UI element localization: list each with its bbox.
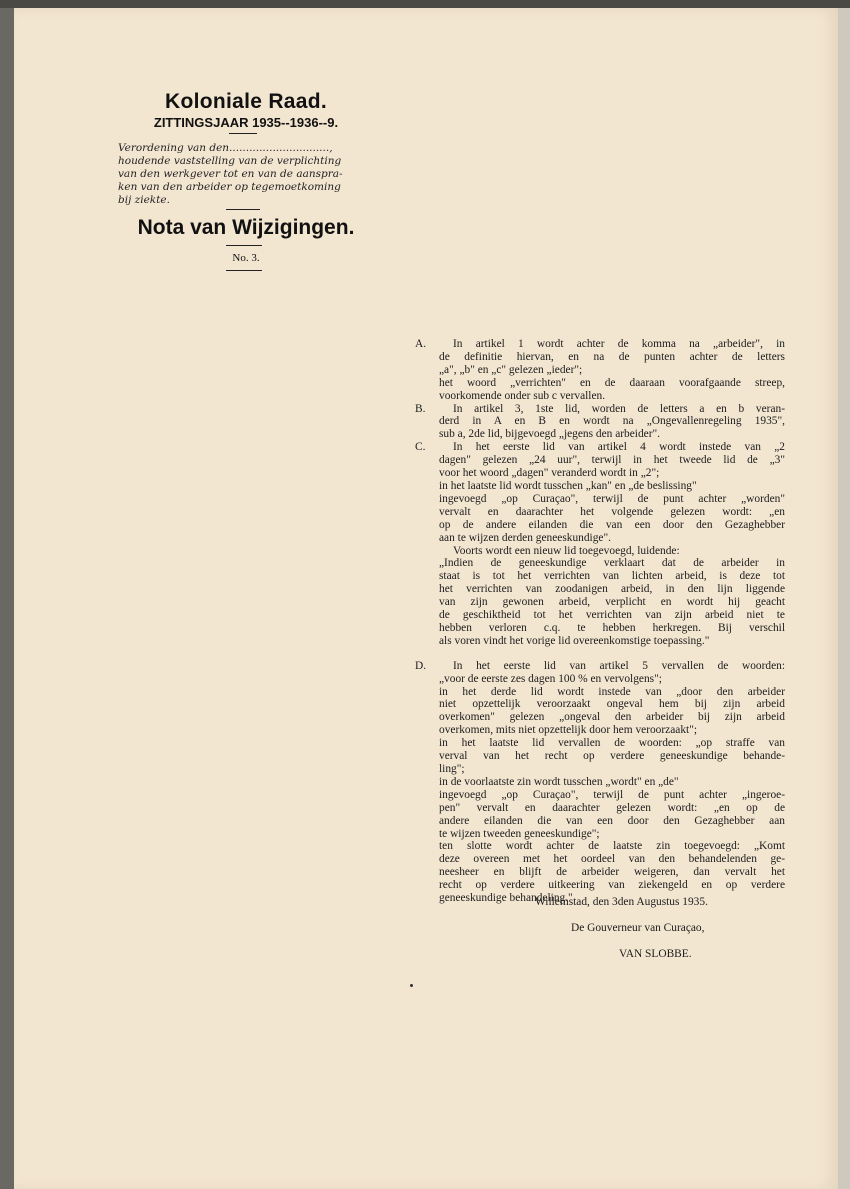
text-line: andere eilanden die van een door den Gezaghebber aan (439, 814, 785, 827)
text-line: In het eerste lid van artikel 4 wordt instede van „2 (453, 441, 785, 454)
amendment-section (415, 338, 785, 403)
description-line: houdende vaststelling van de verplichting (118, 155, 342, 167)
text-line: geneeskundige behandeling." (439, 892, 573, 905)
document-number: No. 3. (232, 252, 260, 264)
section-letter: D. (415, 659, 427, 672)
text-line: „a", „b" en „c" gelezen „ieder"; (439, 363, 583, 376)
description-line: ken van den arbeider op tegemoetkoming (118, 181, 341, 193)
header-divider (229, 133, 257, 134)
ink-speck (410, 984, 413, 987)
text-line: aan te wijzen derden geneeskundige". (439, 531, 611, 544)
section-letter: B. (415, 402, 426, 415)
title-divider (226, 209, 260, 210)
section-gap (415, 648, 785, 660)
text-line: het woord „verrichten" en de daaraan voorafgaande streep, (439, 376, 785, 389)
text-line: in het laatste lid wordt tusschen „kan" en „de beslissing" (439, 479, 697, 492)
section-letter: C. (415, 441, 426, 454)
amendment-section (415, 403, 785, 442)
text-line: te wijzen tweeden geneeskundige"; (439, 827, 600, 840)
text-line: „Indien de geneeskundige verklaart dat de arbeider in (439, 557, 785, 570)
text-line: deze overeen met het oordeel van den behandelenden ge- (439, 853, 785, 866)
text-line: Voorts wordt een nieuw lid toegevoegd, luidende: (453, 544, 680, 557)
text-line: ten slotte wordt achter de laatste zin toegevoegd: „Komt (439, 840, 785, 853)
text-line: in het derde lid wordt instede van „door den arbeider (439, 685, 785, 698)
text-line: als voren vindt het vorige lid overeenkomstige toepassing." (439, 634, 710, 647)
council-title: Koloniale Raad. (164, 90, 328, 113)
text-line: derd in A en B en wordt na „Ongevallenregeling 1935", (439, 415, 785, 428)
text-line: het verrichten van zoodanigen arbeid, in den lijn liggende (439, 583, 785, 596)
text-line: In artikel 1 wordt achter de komma na „arbeider", in (453, 338, 785, 350)
session-year: ZITTINGSJAAR 1935--1936--9. (153, 115, 339, 130)
number-divider-bottom (226, 270, 262, 271)
signatory-title: De Gouverneur van Curaçao, (571, 922, 705, 934)
scan-top-edge (0, 0, 850, 8)
text-line: In artikel 3, 1ste lid, worden de letters a en b veran- (453, 402, 785, 415)
text-line: in de voorlaatste zin wordt tusschen „wordt" en „de" (439, 775, 679, 788)
scan-right-edge (838, 8, 850, 1189)
text-line: „voor de eerste zes dagen 100 % en vervolgens"; (439, 672, 662, 685)
amendment-section (415, 441, 785, 648)
text-line: op de andere eilanden die van een door den Gezaghebber (439, 518, 785, 531)
amendment-section (415, 660, 785, 905)
text-line: in het laatste lid vervallen de woorden: „op straffe van (439, 737, 785, 750)
text-line: voorkomende onder sub c vervallen. (439, 389, 606, 402)
text-line: overkomen, mits niet opzettelijk door hem veroorzaakt"; (439, 724, 698, 737)
signatory-name: VAN SLOBBE. (619, 948, 692, 960)
text-line: recht op verdere uitkeering van ziekengeld en op verdere (439, 879, 785, 892)
text-line: pen" vervalt en daarachter gelezen wordt: „en op de (439, 801, 785, 814)
place-date: Willemstad, den 3den Augustus 1935. (535, 896, 708, 908)
description-line: bij ziekte. (118, 194, 170, 206)
text-line: voor het woord „dagen" veranderd wordt in „2"; (439, 467, 660, 480)
description-line: Verordening van den.............................., (118, 142, 333, 154)
text-line: de definitie hiervan, en na de punten achter de letters (439, 350, 785, 363)
section-letter: A. (415, 338, 427, 350)
text-line: In het eerste lid van artikel 5 vervallen de woorden: (453, 659, 785, 672)
text-line: staat is tot het verrichten van lichten arbeid, is deze tot (439, 570, 785, 583)
text-line: neesheer en blijft de arbeider weigeren, dan vervalt het (439, 866, 785, 879)
text-line: overkomen" gelezen „ongeval den arbeider bij zijn arbeid (439, 711, 785, 724)
text-line: ingevoegd „op Curaçao", terwijl de punt achter „ingeroe- (439, 788, 785, 801)
text-line: ling"; (439, 763, 465, 775)
text-line: de geschiktheid tot het verrichten van zijn arbeid niet te (439, 609, 785, 622)
text-line: van zijn gewonen arbeid, verplicht en wordt hij geacht (439, 596, 785, 609)
text-line: ingevoegd „op Curaçao", terwijl de punt achter „worden" (439, 492, 785, 505)
text-line: verval van het recht op verdere geneeskundige behande- (439, 750, 785, 763)
ordinance-description (118, 142, 376, 207)
description-line: van den werkgever tot en van de aanspra- (118, 168, 343, 180)
text-line: dagen" gelezen „24 uur", terwijl in het tweede lid de „3" (439, 454, 785, 467)
amendments-body (415, 338, 785, 905)
text-line: vervalt en daarachter het volgende gelezen wordt: „en (439, 505, 785, 518)
text-line: niet opzettelijk veroorzaakt ongeval hem bij zijn arbeid (439, 698, 785, 711)
number-divider-top (226, 245, 262, 246)
text-line: sub a, 2de lid, bijgevoegd „jegens den arbeider". (439, 428, 660, 441)
document-title: Nota van Wijzigingen. (137, 216, 355, 239)
text-line: hebben verloren c.q. te hebben herkregen. Bij verschil (439, 621, 785, 634)
